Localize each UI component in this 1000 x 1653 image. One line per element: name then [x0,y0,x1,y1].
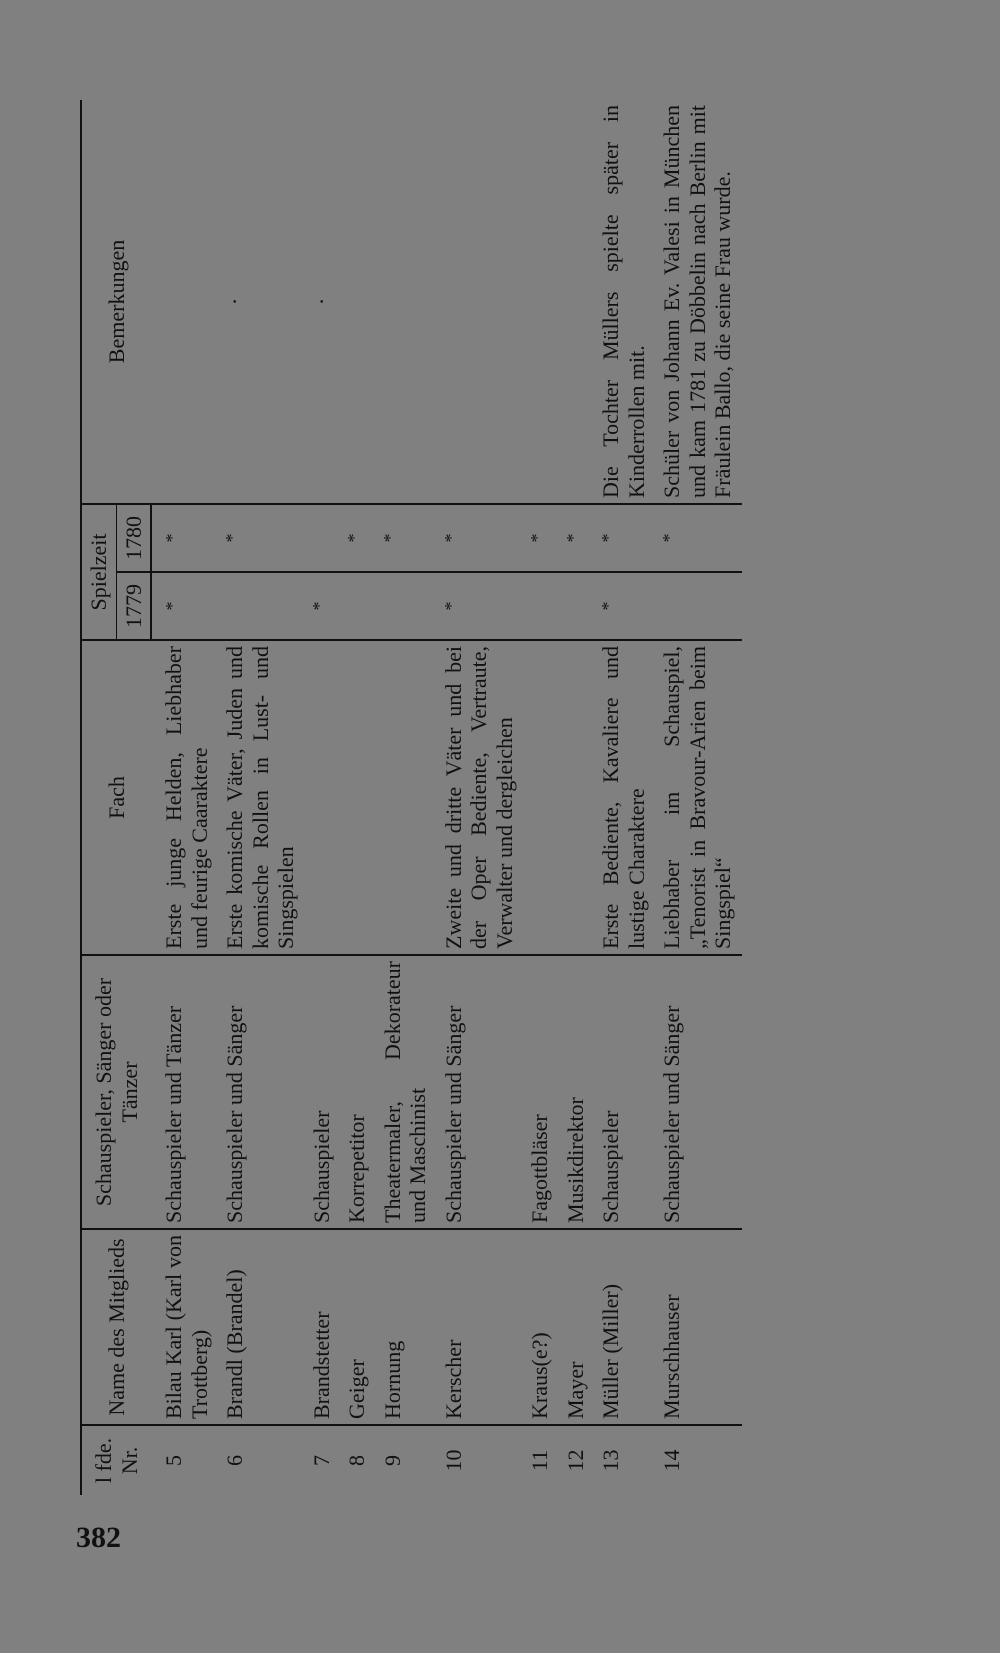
table-row [334,100,370,1495]
row-1779 [334,572,370,640]
row-1779 [517,572,553,640]
row-1779: * [299,572,335,640]
row-nr: 14 [659,1449,685,1472]
row-role: Musikdirektor [553,955,589,1229]
row-bemerkungen [334,100,370,504]
row-nr: 6 [222,1455,248,1466]
row-role: Schauspieler und Sänger [212,955,299,1229]
row-name: Hornung [370,1229,431,1425]
row-fach [370,640,431,955]
row-role: Fagottbläser [517,955,553,1229]
row-nr: 9 [379,1455,405,1466]
row-nr: 12 [562,1449,588,1472]
table-row [588,100,649,1495]
row-1780 [299,504,335,572]
row-1779: * [151,572,212,640]
row-1780: * [212,504,299,572]
header-spielzeit: Spielzeit [81,504,116,640]
row-name: Murschhauser [649,1229,742,1425]
row-role: Schauspieler und Tänzer [151,955,212,1229]
row-name: Brandstetter [299,1229,335,1425]
row-bemerkungen [517,100,553,504]
table-row [649,100,742,1495]
row-name: Kerscher [431,1229,518,1425]
header-bemerkungen: Bemerkungen [81,100,151,504]
row-fach: Liebhaber im Schauspiel, „Tenorist in Bravour-Arien beim Singspiel“ [649,640,742,955]
row-1780: * [649,504,742,572]
row-name: Bilau Karl (Karl von Trottberg) [151,1229,212,1425]
header-name: Name des Mitglieds [81,1229,151,1425]
row-1780: * [588,504,649,572]
row-1779 [649,572,742,640]
row-bemerkungen: Die Tochter Müllers spielte später in Kinderrollen mit. [588,100,649,504]
row-name: Müller (Miller) [588,1229,649,1425]
row-1780: * [553,504,589,572]
row-nr: 11 [527,1449,553,1472]
table-row [370,100,431,1495]
table-row [517,100,553,1495]
row-1780: * [151,504,212,572]
row-bemerkungen [151,100,212,504]
members-table [80,100,742,1495]
row-fach: Erste junge Helden, Liebhaber und feurige Caaraktere [151,640,212,955]
row-1780: * [517,504,553,572]
row-nr: 5 [161,1455,187,1466]
table-row [212,100,299,1495]
row-role: Schauspieler und Sänger [649,955,742,1229]
row-fach: Erste komische Väter, Juden und komische Rollen in Lust- und Singspielen [212,640,299,955]
header-1779: 1779 [116,572,151,640]
row-name: Geiger [334,1229,370,1425]
row-1780: * [334,504,370,572]
header-role: Schauspieler, Sänger oder Tänzer [81,955,151,1229]
row-bemerkungen [553,100,589,504]
row-1779 [212,572,299,640]
row-1779: * [588,572,649,640]
row-nr: 13 [598,1449,624,1472]
row-bemerkungen [370,100,431,504]
row-role: Schauspieler [588,955,649,1229]
row-role: Schauspieler [299,955,335,1229]
row-nr: 8 [344,1455,370,1466]
row-bemerkungen [431,100,518,504]
row-fach [553,640,589,955]
row-bemerkungen: · [212,100,299,504]
row-1779: * [431,572,518,640]
row-nr: 7 [308,1455,334,1466]
header-nr: l fde. Nr. [81,1425,151,1495]
row-fach [517,640,553,955]
row-fach [334,640,370,955]
row-fach [299,640,335,955]
row-name: Mayer [553,1229,589,1425]
table-row [299,100,335,1495]
header-fach: Fach [81,640,151,955]
table-row [553,100,589,1495]
row-1779 [553,572,589,640]
row-bemerkungen: · [299,100,335,504]
row-bemerkungen: Schüler von Johann Ev. Valesi in München und kam 1781 zu Döbbelin nach Berlin mit Fräulein Ballo, die seine Frau wurde. [649,100,742,504]
page-number: 382 [76,1521,121,1554]
row-role: Theatermaler, Dekorateur und Maschinist [370,955,431,1229]
rotated-table-container [80,100,926,1495]
row-role: Korrepetitor [334,955,370,1229]
row-name: Brandl (Brandel) [212,1229,299,1425]
row-role: Schauspieler und Sänger [431,955,518,1229]
row-fach: Erste Bediente, Kavaliere und lustige Charaktere [588,640,649,955]
table-row [151,100,212,1495]
row-1780: * [370,504,431,572]
header-1780: 1780 [116,504,151,572]
row-fach: Zweite und dritte Väter und bei der Oper Bediente, Vertraute, Verwalter und dergleichen [431,640,518,955]
table-row [431,100,518,1495]
row-1779 [370,572,431,640]
row-name: Kraus(e?) [517,1229,553,1425]
row-nr: 10 [440,1449,466,1472]
row-1780: * [431,504,518,572]
